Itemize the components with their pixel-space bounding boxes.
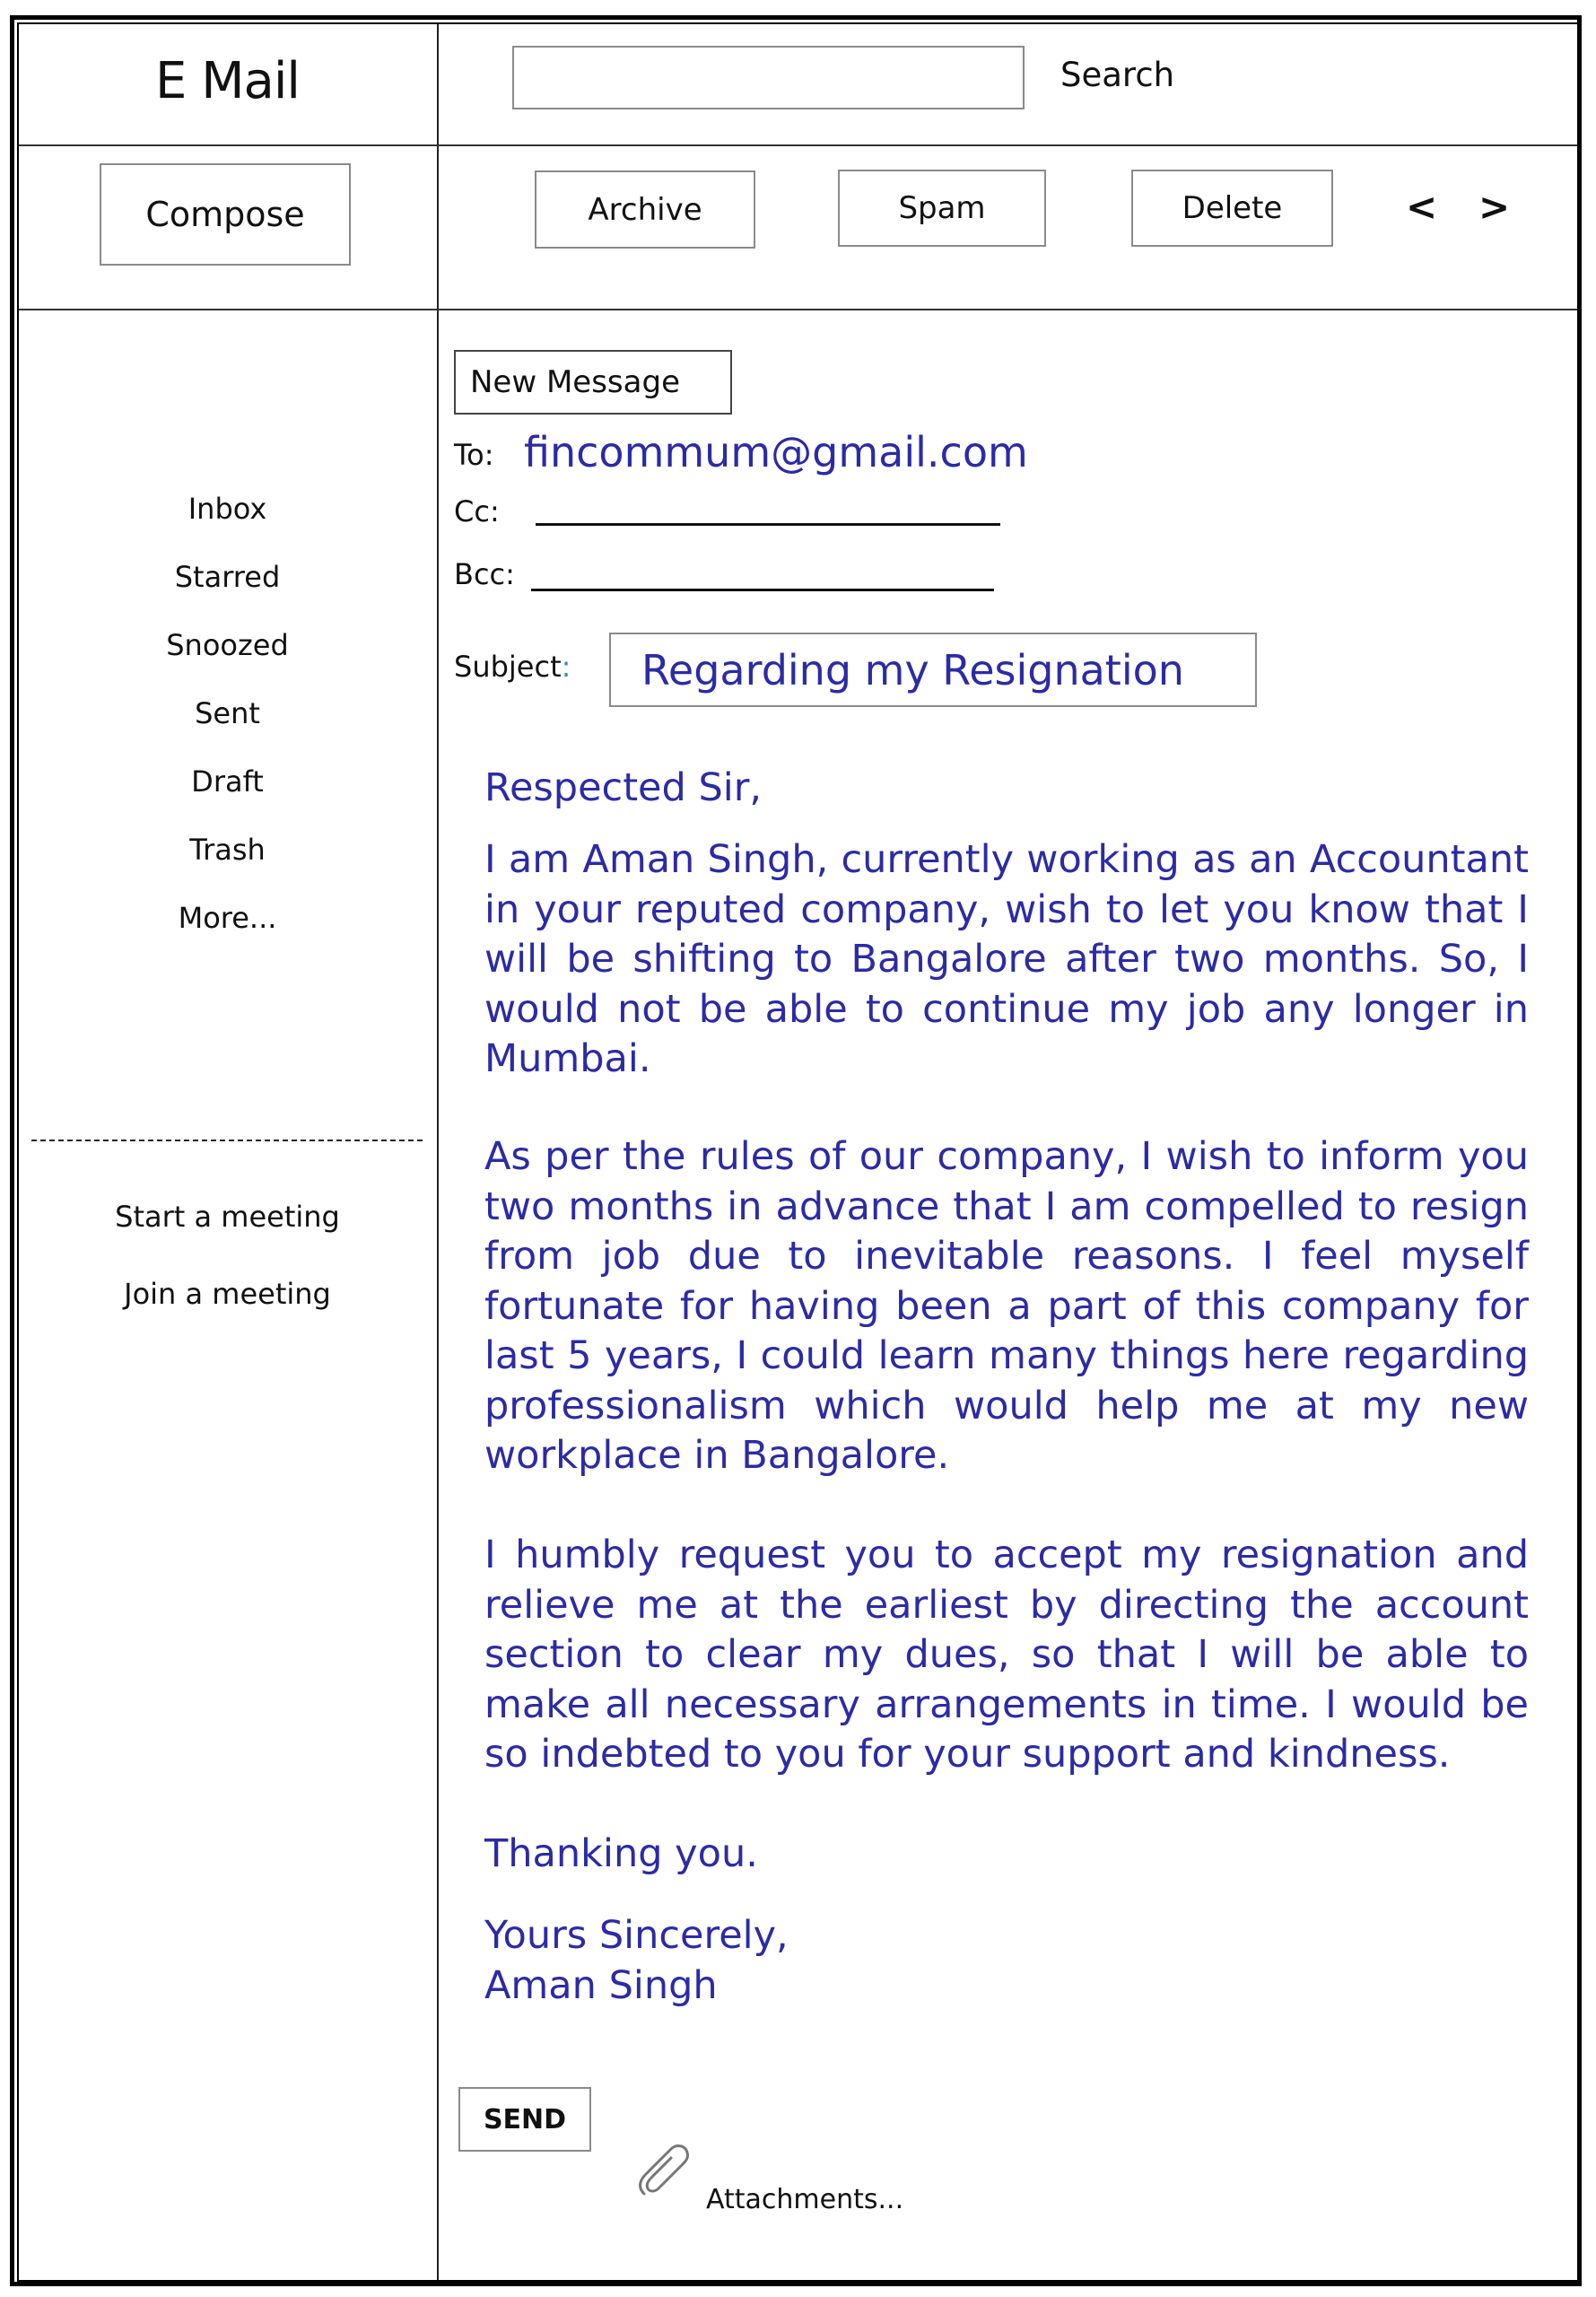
sidebar-item-starred[interactable]: Starred (174, 560, 281, 594)
salutation: Respected Sir, (484, 765, 763, 810)
sidebar-separator (31, 1140, 423, 1141)
subject-colon: : (561, 650, 571, 684)
body-paragraph-3: I humbly request you to accept my resignation and relieve me at the earliest by directing the account section to clear my dues, so that I will be able to make all necessary arrangements in time. I would be so indebted to you for your support and kindness. (484, 1533, 1529, 1777)
chevron-right-icon[interactable]: > (1478, 185, 1511, 229)
new-message-header: New Message (454, 350, 732, 415)
delete-button[interactable]: Delete (1131, 170, 1333, 247)
subject-field[interactable]: Regarding my Resignation (609, 633, 1257, 707)
archive-button[interactable]: Archive (535, 170, 755, 249)
cc-label: Cc: (454, 494, 500, 528)
to-label: To: (454, 438, 494, 472)
sidebar-item-snoozed[interactable]: Snoozed (166, 628, 289, 662)
app-title: E Mail (155, 52, 300, 110)
bcc-label: Bcc: (454, 557, 515, 591)
search-input[interactable] (512, 46, 1025, 109)
sidebar-item-inbox[interactable]: Inbox (188, 492, 267, 526)
search-button[interactable]: Search (1060, 56, 1175, 94)
cc-field[interactable] (536, 523, 1000, 526)
sidebar-item-trash[interactable]: Trash (189, 833, 266, 867)
closing: Thanking you. (484, 1831, 758, 1876)
send-button[interactable]: SEND (458, 2087, 591, 2152)
compose-button[interactable]: Compose (100, 163, 351, 266)
sidebar-divider (437, 24, 439, 2280)
attachments-link[interactable]: Attachments... (706, 2184, 904, 2215)
subject-label (454, 650, 571, 684)
bcc-field[interactable] (531, 589, 994, 591)
spam-button[interactable]: Spam (838, 170, 1046, 247)
start-meeting-link[interactable]: Start a meeting (115, 1200, 340, 1234)
paperclip-icon[interactable] (632, 2140, 696, 2205)
sidebar-item-draft[interactable]: Draft (191, 764, 264, 799)
subject-label-text: Subject (454, 650, 562, 684)
chevron-left-icon[interactable]: < (1406, 185, 1438, 229)
toolbar-divider (19, 309, 1577, 310)
body-paragraph-2: As per the rules of our company, I wish to inform you two months in advance that I am compelled to resign from job due to inevitable reasons. I feel myself fortunate for having been a part of this company for last 5 years, I could learn many things here regarding professionalism which would help me at my new workplace in Bangalore. (484, 1134, 1529, 1478)
join-meeting-link[interactable]: Join a meeting (124, 1277, 331, 1311)
to-field[interactable]: fincommum@gmail.com (524, 428, 1028, 476)
signoff: Yours Sincerely, (484, 1913, 789, 1958)
sidebar-item-more[interactable]: More... (178, 901, 277, 935)
body-paragraph-1: I am Aman Singh, currently working as an Accountant in your reputed company, wish to let you know that I will be shifting to Bangalore after two months. So, I would not be able to continue my job any longer in Mumbai. (484, 837, 1529, 1081)
header-divider (19, 144, 1577, 146)
sidebar-item-sent[interactable]: Sent (195, 696, 260, 730)
signature: Aman Singh (484, 1963, 718, 2008)
